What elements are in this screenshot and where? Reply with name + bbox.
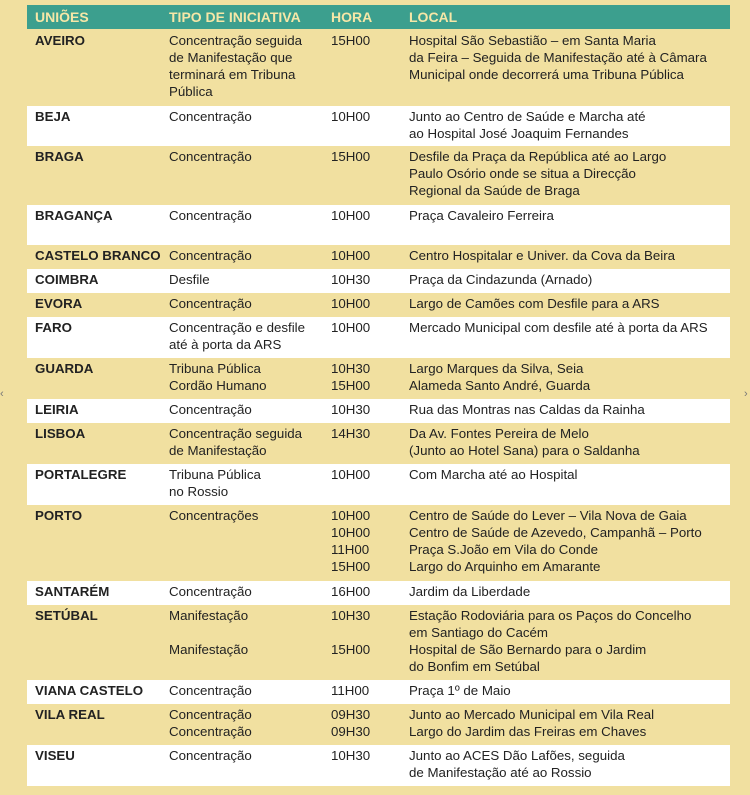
cell-type-line: Concentração xyxy=(169,296,252,311)
cell-time xyxy=(331,425,370,442)
cell-time-line: 15H00 xyxy=(331,33,371,48)
cell-union-line: PORTO xyxy=(35,508,83,523)
cell-location xyxy=(409,425,640,459)
cell-location-line: Regional da Saúde de Braga xyxy=(409,183,580,198)
cell-time-line: 10H30 xyxy=(331,272,371,287)
cell-time-line: 10H30 xyxy=(331,361,371,376)
cell-union-line: FARO xyxy=(35,320,72,335)
cell-type xyxy=(169,682,252,699)
cell-time-line: 11H00 xyxy=(331,683,370,698)
cell-union xyxy=(35,401,79,418)
cell-location-line: Rua das Montras nas Caldas da Rainha xyxy=(409,402,645,417)
cell-time xyxy=(331,148,370,165)
cell-union-line: AVEIRO xyxy=(35,33,85,48)
cell-time-line: 10H30 xyxy=(331,748,371,763)
cell-union xyxy=(35,32,85,49)
cell-location-line: em Santiago do Cacém xyxy=(409,625,548,640)
cell-time xyxy=(331,319,370,336)
cell-time xyxy=(331,466,370,483)
table-row xyxy=(27,30,730,106)
cell-union-line: BRAGANÇA xyxy=(35,208,113,223)
cell-union-line: VISEU xyxy=(35,748,75,763)
cell-time xyxy=(331,32,370,49)
cell-union xyxy=(35,148,84,165)
cell-location-line: Com Marcha até ao Hospital xyxy=(409,467,578,482)
cell-location-line: Junto ao Centro de Saúde e Marcha até xyxy=(409,109,646,124)
cell-type xyxy=(169,207,252,224)
cell-union xyxy=(35,706,105,723)
cell-location xyxy=(409,466,578,483)
cell-union-line: VIANA CASTELO xyxy=(35,683,144,698)
cell-location xyxy=(409,682,511,699)
cell-type-line: Concentração xyxy=(169,248,252,263)
table-row xyxy=(27,581,730,605)
cell-type-line: Tribuna Pública xyxy=(169,361,261,376)
cell-type-line: Concentração xyxy=(169,683,252,698)
cell-union-line: SANTARÉM xyxy=(35,584,110,599)
cell-time-line: 10H00 xyxy=(331,467,371,482)
cell-type-line: Desfile xyxy=(169,272,210,287)
cell-union xyxy=(35,425,85,442)
table-row xyxy=(27,146,730,205)
cell-location xyxy=(409,507,702,575)
cell-location-line: ao Hospital José Joaquim Fernandes xyxy=(409,126,629,141)
cell-union-line: VILA REAL xyxy=(35,707,105,722)
cell-location xyxy=(409,747,625,781)
cell-union xyxy=(35,583,109,600)
cell-type-line: Tribuna Pública xyxy=(169,467,261,482)
cell-union xyxy=(35,108,70,125)
left-edge-mark: ‹ xyxy=(0,388,4,400)
cell-location xyxy=(409,271,592,288)
cell-location-line: Estação Rodoviária para os Paços do Concelho xyxy=(409,608,692,623)
table-row xyxy=(27,106,730,146)
cell-union-line: SETÚBAL xyxy=(35,608,98,623)
cell-time xyxy=(331,207,370,224)
table-header xyxy=(27,5,730,29)
cell-time xyxy=(331,682,369,699)
cell-location-line: Junto ao ACES Dão Lafões, seguida xyxy=(409,748,625,763)
cell-type-line: Cordão Humano xyxy=(169,378,267,393)
cell-time-line: 10H00 xyxy=(331,320,371,335)
cell-location-line: Mercado Municipal com desfile até à porta da ARS xyxy=(409,320,708,335)
cell-union xyxy=(35,295,82,312)
cell-location-line: Praça 1º de Maio xyxy=(409,683,511,698)
cell-type-line: até à porta da ARS xyxy=(169,337,282,352)
cell-type-line: Pública xyxy=(169,84,213,99)
cell-union-line: PORTALEGRE xyxy=(35,467,127,482)
cell-time-line: 10H00 xyxy=(331,248,371,263)
cell-union-line: CASTELO BRANCO xyxy=(35,248,161,263)
cell-location-line: da Feira – Seguida de Manifestação até à Câmara xyxy=(409,50,707,65)
cell-type-line: Concentrações xyxy=(169,508,259,523)
cell-type-line: Concentração xyxy=(169,208,252,223)
cell-type xyxy=(169,401,252,418)
cell-location xyxy=(409,607,691,675)
table-body xyxy=(27,30,730,786)
cell-location-line: Centro Hospitalar e Univer. da Cova da Beira xyxy=(409,248,676,263)
cell-union-line: LISBOA xyxy=(35,426,86,441)
cell-type-line: Concentração e desfile xyxy=(169,320,306,335)
cell-time-line: 09H30 xyxy=(331,724,371,739)
cell-time xyxy=(331,401,370,418)
cell-location-line: do Bonfim em Setúbal xyxy=(409,659,540,674)
cell-time-line: 14H30 xyxy=(331,426,371,441)
cell-location-line: Centro de Saúde de Azevedo, Campanhã – Porto xyxy=(409,525,702,540)
cell-time-line: 10H00 xyxy=(331,296,371,311)
cell-union-line: EVORA xyxy=(35,296,83,311)
cell-union xyxy=(35,466,126,483)
cell-location-line: Praça da Cindazunda (Arnado) xyxy=(409,272,593,287)
cell-type-line: terminará em Tribuna xyxy=(169,67,296,82)
cell-location-line: Largo do Jardim das Freiras em Chaves xyxy=(409,724,647,739)
cell-type xyxy=(169,271,210,288)
cell-union xyxy=(35,207,113,224)
cell-location-line: Municipal onde decorrerá uma Tribuna Pública xyxy=(409,67,684,82)
table-row xyxy=(27,423,730,464)
cell-location-line: Da Av. Fontes Pereira de Melo xyxy=(409,426,589,441)
cell-type-line: Manifestação xyxy=(169,642,249,657)
cell-type-line: no Rossio xyxy=(169,484,229,499)
cell-location-line: Praça S.João em Vila do Conde xyxy=(409,542,598,557)
cell-type-line: de Manifestação xyxy=(169,443,267,458)
cell-union-line: GUARDA xyxy=(35,361,94,376)
cell-type-line: Concentração xyxy=(169,707,252,722)
cell-time-line: 10H30 xyxy=(331,608,371,623)
cell-type xyxy=(169,706,252,740)
cell-time xyxy=(331,747,370,764)
cell-time-line: 10H00 xyxy=(331,508,371,523)
cell-location-line: Centro de Saúde do Lever – Vila Nova de Gaia xyxy=(409,508,687,523)
table-row xyxy=(27,399,730,423)
cell-time xyxy=(331,360,370,394)
cell-location xyxy=(409,32,707,83)
cell-location-line: (Junto ao Hotel Sana) para o Saldanha xyxy=(409,443,640,458)
cell-location xyxy=(409,360,590,394)
cell-time-line: 10H30 xyxy=(331,402,371,417)
cell-type xyxy=(169,295,252,312)
cell-location-line: Hospital de São Bernardo para o Jardim xyxy=(409,642,647,657)
cell-type xyxy=(169,319,305,353)
cell-union-line: BEJA xyxy=(35,109,71,124)
cell-type-line: Concentração xyxy=(169,109,252,124)
cell-time xyxy=(331,295,370,312)
cell-union-line: LEIRIA xyxy=(35,402,79,417)
cell-type xyxy=(169,583,252,600)
cell-time-line: 11H00 xyxy=(331,542,370,557)
cell-location xyxy=(409,207,554,224)
cell-location xyxy=(409,247,675,264)
header-time: HORA xyxy=(331,9,373,25)
cell-location xyxy=(409,401,645,418)
cell-type-line: Concentração xyxy=(169,724,252,739)
cell-time-line: 10H00 xyxy=(331,208,371,223)
cell-location xyxy=(409,148,666,199)
cell-location-line: Alameda Santo André, Guarda xyxy=(409,378,591,393)
cell-location-line: de Manifestação até ao Rossio xyxy=(409,765,592,780)
cell-type xyxy=(169,360,267,394)
cell-time xyxy=(331,607,370,658)
cell-location xyxy=(409,108,646,142)
cell-time-line: 09H30 xyxy=(331,707,371,722)
cell-type-line: Concentração xyxy=(169,402,252,417)
table-row xyxy=(27,704,730,745)
cell-type-line: de Manifestação que xyxy=(169,50,293,65)
cell-location-line: Praça Cavaleiro Ferreira xyxy=(409,208,554,223)
cell-location-line: Hospital São Sebastião – em Santa Maria xyxy=(409,33,656,48)
cell-time-line: 10H00 xyxy=(331,525,371,540)
right-edge-mark: › xyxy=(744,388,748,400)
cell-time-line: 16H00 xyxy=(331,584,371,599)
header-unions: UNIÕES xyxy=(35,9,89,25)
cell-union xyxy=(35,360,93,377)
cell-location-line: Junto ao Mercado Municipal em Vila Real xyxy=(409,707,655,722)
cell-time xyxy=(331,706,370,740)
cell-type xyxy=(169,425,302,459)
cell-time xyxy=(331,271,370,288)
cell-time-line xyxy=(331,624,370,641)
cell-union xyxy=(35,682,143,699)
cell-type-line: Concentração xyxy=(169,748,252,763)
header-location: LOCAL xyxy=(409,9,458,25)
cell-location-line: Largo de Camões com Desfile para a ARS xyxy=(409,296,660,311)
cell-union xyxy=(35,507,82,524)
table-row xyxy=(27,317,730,358)
cell-union xyxy=(35,747,75,764)
table-row xyxy=(27,605,730,680)
table-row xyxy=(27,505,730,581)
table-row xyxy=(27,205,730,245)
table-row xyxy=(27,293,730,317)
cell-location-line: Largo do Arquinho em Amarante xyxy=(409,559,601,574)
cell-union-line: BRAGA xyxy=(35,149,84,164)
cell-location xyxy=(409,295,660,312)
cell-type-line: Manifestação xyxy=(169,608,249,623)
table-row xyxy=(27,464,730,505)
cell-location-line: Desfile da Praça da República até ao Largo xyxy=(409,149,667,164)
cell-time-line: 15H00 xyxy=(331,378,371,393)
table-row xyxy=(27,745,730,786)
cell-time xyxy=(331,583,370,600)
cell-type xyxy=(169,507,258,524)
table-row xyxy=(27,269,730,293)
cell-time-line: 15H00 xyxy=(331,149,371,164)
cell-type-line: Concentração seguida xyxy=(169,426,303,441)
cell-type xyxy=(169,466,261,500)
cell-type-line: Concentração seguida xyxy=(169,33,303,48)
table-row xyxy=(27,680,730,704)
cell-type-line: Concentração xyxy=(169,584,252,599)
cell-type-line: Concentração xyxy=(169,149,252,164)
cell-type xyxy=(169,747,252,764)
cell-time-line: 15H00 xyxy=(331,642,371,657)
cell-time xyxy=(331,247,370,264)
cell-time xyxy=(331,507,370,575)
cell-union xyxy=(35,607,98,624)
cell-location-line: Largo Marques da Silva, Seia xyxy=(409,361,584,376)
cell-union xyxy=(35,271,99,288)
header-type: TIPO DE INICIATIVA xyxy=(169,9,301,25)
cell-time-line: 15H00 xyxy=(331,559,371,574)
cell-location-line: Jardim da Liberdade xyxy=(409,584,531,599)
cell-location xyxy=(409,583,530,600)
cell-type xyxy=(169,32,302,100)
cell-union xyxy=(35,247,161,264)
cell-type xyxy=(169,108,252,125)
cell-type xyxy=(169,148,252,165)
cell-type-line xyxy=(169,624,248,641)
cell-location xyxy=(409,706,654,740)
table-row xyxy=(27,245,730,269)
cell-union-line: COIMBRA xyxy=(35,272,99,287)
cell-time-line: 10H00 xyxy=(331,109,371,124)
cell-union xyxy=(35,319,72,336)
cell-time xyxy=(331,108,370,125)
cell-type xyxy=(169,247,252,264)
cell-location xyxy=(409,319,708,336)
cell-location-line: Paulo Osório onde se situa a Direcção xyxy=(409,166,636,181)
cell-type xyxy=(169,607,248,658)
table-row xyxy=(27,358,730,399)
